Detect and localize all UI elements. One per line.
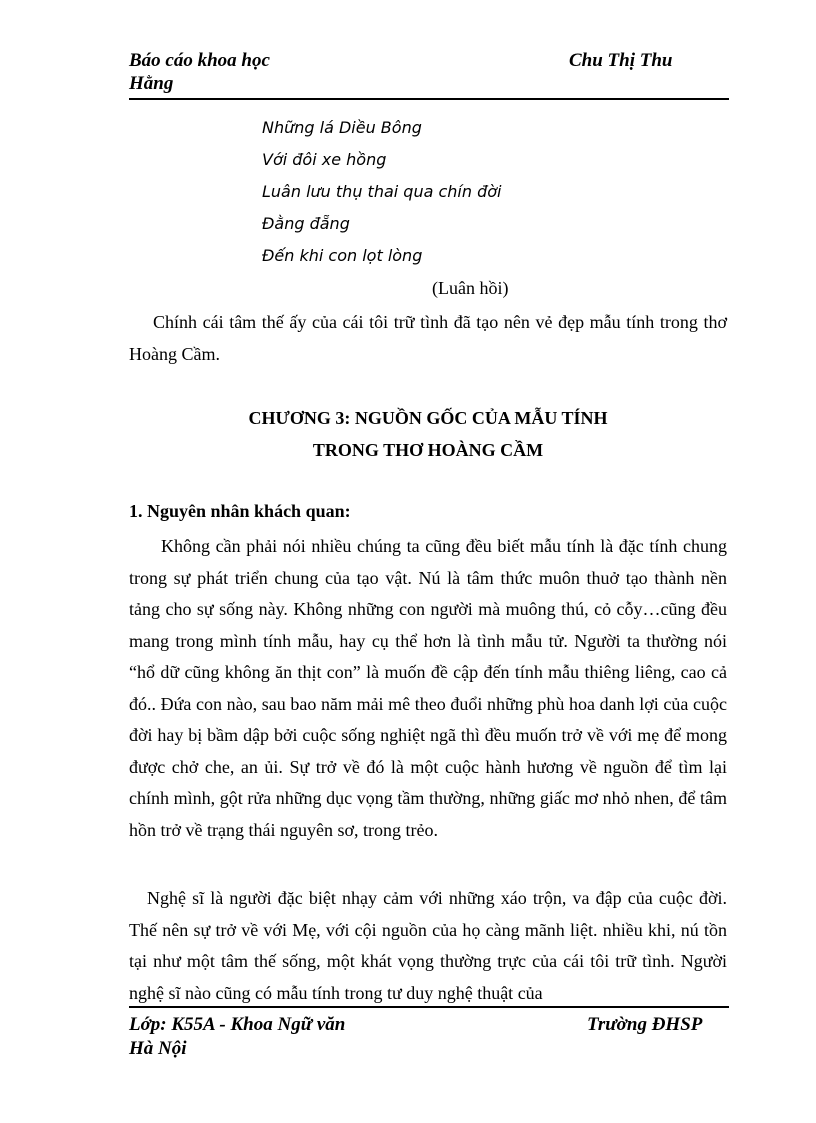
header-author-surname: Hằng xyxy=(129,73,174,94)
poem-source: (Luân hồi) xyxy=(432,278,509,298)
chapter-title xyxy=(129,402,727,466)
poem-line: Với đôi xe hồng xyxy=(262,150,387,169)
paragraph-intro: Chính cái tâm thế ấy của cái tôi trữ tình đã tạo nên vẻ đẹp mẫu tính trong thơ Hoàng Cầm. xyxy=(129,312,727,364)
poem-excerpt xyxy=(262,114,501,274)
chapter-title-line1: CHƯƠNG 3: NGUỒN GỐC CỦA MẪU TÍNH xyxy=(248,408,608,428)
chapter-title-line2: TRONG THƠ HOÀNG CẦM xyxy=(312,440,544,460)
poem-line: Luân lưu thụ thai qua chín đời xyxy=(262,182,502,201)
page-header xyxy=(129,48,729,100)
poem-line: Những lá Diều Bông xyxy=(262,118,422,137)
poem-line: Đến khi con lọt lòng xyxy=(262,246,423,265)
paragraph-artist: Nghệ sĩ là người đặc biệt nhạy cảm với những xáo trộn, va đập của cuộc đời. Thế nên sự trở về với Mẹ, với cội nguồn của họ càng mãnh liệt. nhiều khi, nú tồn tại như một tâm thế sống, một khát vọng thường trực của cái tôi trữ tình. Người nghệ sĩ nào cũng có mẫu tính trong tư duy nghệ thuật của xyxy=(129,888,727,1003)
poem-line: Đằng đẵng xyxy=(262,214,350,233)
footer-city: Hà Nội xyxy=(129,1038,187,1059)
page-footer xyxy=(129,1006,729,1063)
header-author-name: Chu Thị Thu xyxy=(569,50,673,71)
section-heading: 1. Nguyên nhân khách quan: xyxy=(129,501,351,521)
footer-school: Trường ĐHSP xyxy=(587,1014,703,1035)
paragraph-objective-causes: Không cần phải nói nhiều chúng ta cũng đều biết mẫu tính là đặc tính chung trong sự phát triển chung của tạo vật. Nú là tâm thức muôn thuở tạo thành nền tảng cho sự sống này. Không những con người mà muông thú, cỏ cỗy…cũng đều mang trong mình tính mẫu, hay cụ thể hơn là tình mẫu tử. Người ta thường nói “hổ dữ cũng không ăn thịt con” là muốn đề cập đến tính mẫu thiêng liêng, cao cả đó.. Đứa con nào, sau bao năm mải mê theo đuổi những phù hoa danh lợi của cuộc đời hay bị bầm dập bởi cuộc sống nghiệt ngã thì đều muốn trở về với mẹ để mong được chở che, an ủi. Sự trở về đó là một cuộc hành hương về nguồn để tìm lại chính mình, gột rửa những dục vọng tầm thường, những giấc mơ nhỏ nhen, để tâm hồn trở về trạng thái nguyên sơ, trong trẻo. xyxy=(129,536,727,840)
header-report-title: Báo cáo khoa học xyxy=(129,50,270,71)
footer-class: Lớp: K55A - Khoa Ngữ văn xyxy=(129,1014,346,1035)
